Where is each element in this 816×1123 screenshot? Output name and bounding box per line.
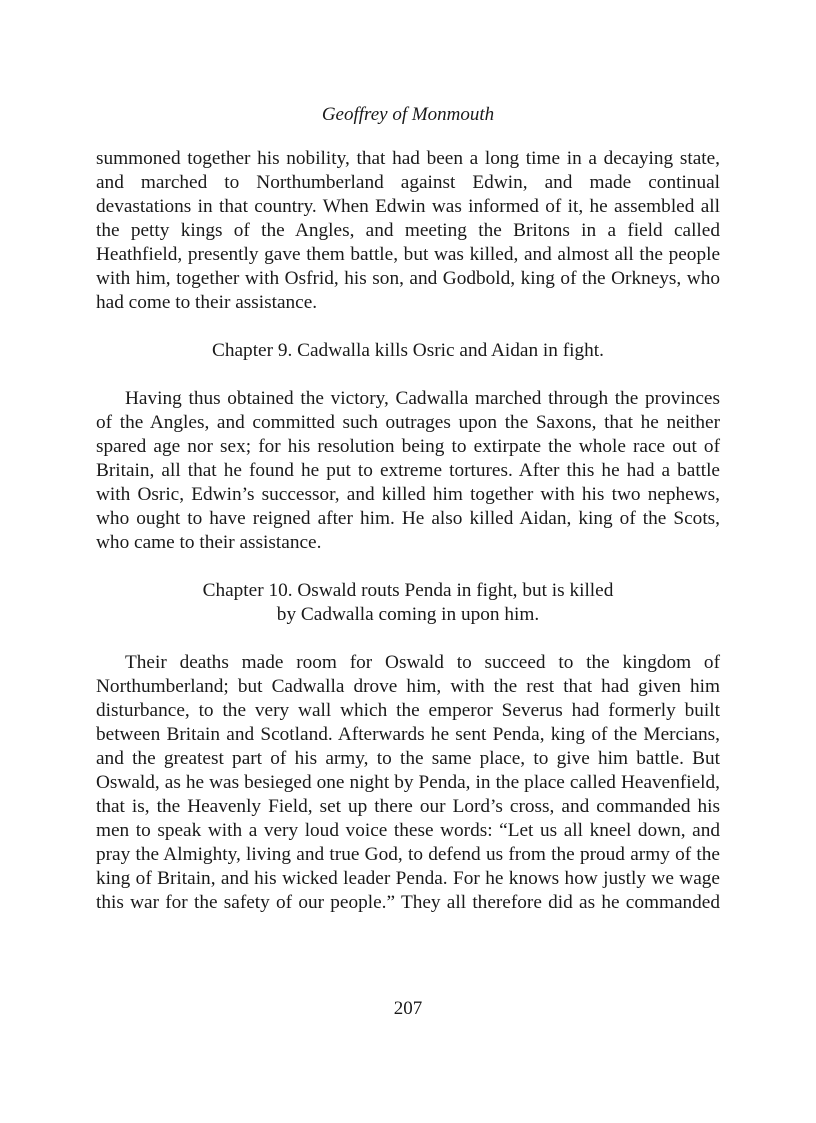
spacer — [96, 315, 720, 339]
chapter-10-heading-line-1: Chapter 10. Oswald routs Penda in fight, but is killed — [202, 580, 614, 601]
paragraph-continued: summoned together his nobility, that had been a long time in a decaying state, and marched to Northumberland against Edwin, and made continual devastations in that country. When Edwin was informed of it, he assembled all the petty kings of the Angles, and meeting the Britons in a field called Heathfield, presently gave them battle, but was killed, and almost all the people with him, together with Osfrid, his son, and Godbold, king of the Orkneys, who had come to their assistance. — [96, 148, 720, 313]
spacer — [96, 555, 720, 579]
running-head: Geoffrey of Monmouth — [321, 104, 495, 125]
spacer — [96, 363, 720, 387]
chapter-9-heading: Chapter 9. Cadwalla kills Osric and Aidan in fight. — [212, 340, 604, 361]
chapter-10-heading-line-2: by Cadwalla coming in upon him. — [276, 604, 540, 625]
spacer — [96, 627, 720, 651]
chapter-9-paragraph: Having thus obtained the victory, Cadwalla marched through the provinces of the Angles, and committed such outrages upon the Saxons, that he neither spared age nor sex; for his resolution being to extirpate the whole race out of Britain, all that he found he put to extreme tortures. After this he had a battle with Osric, Edwin’s successor, and killed him together with his two nephews, who ought to have reigned after him. He also killed Aidan, king of the Scots, who came to their assistance. — [96, 388, 720, 553]
chapter-10-paragraph: Their deaths made room for Oswald to succeed to the kingdom of Northumberland; but Cadwalla drove him, with the rest that had given him disturbance, to the very wall which the emperor Severus had formerly built between Britain and Scotland. Afterwards he sent Penda, king of the Mercians, and the greatest part of his army, to the same place, to give him battle. But Oswald, as he was besieged one night by Penda, in the place called Heavenfield, that is, the Heavenly Field, set up there our Lord’s cross, and commanded his men to speak with a very loud voice these words: “Let us all kneel down, and pray the Almighty, living and true God, to defend us from the proud army of the king of Britain, and his wicked leader Penda. For he knows how justly we wage this war for the safety of our people.” They all therefore did as he commanded — [96, 652, 720, 913]
page-body — [96, 147, 720, 915]
page-number: 207 — [393, 998, 423, 1019]
